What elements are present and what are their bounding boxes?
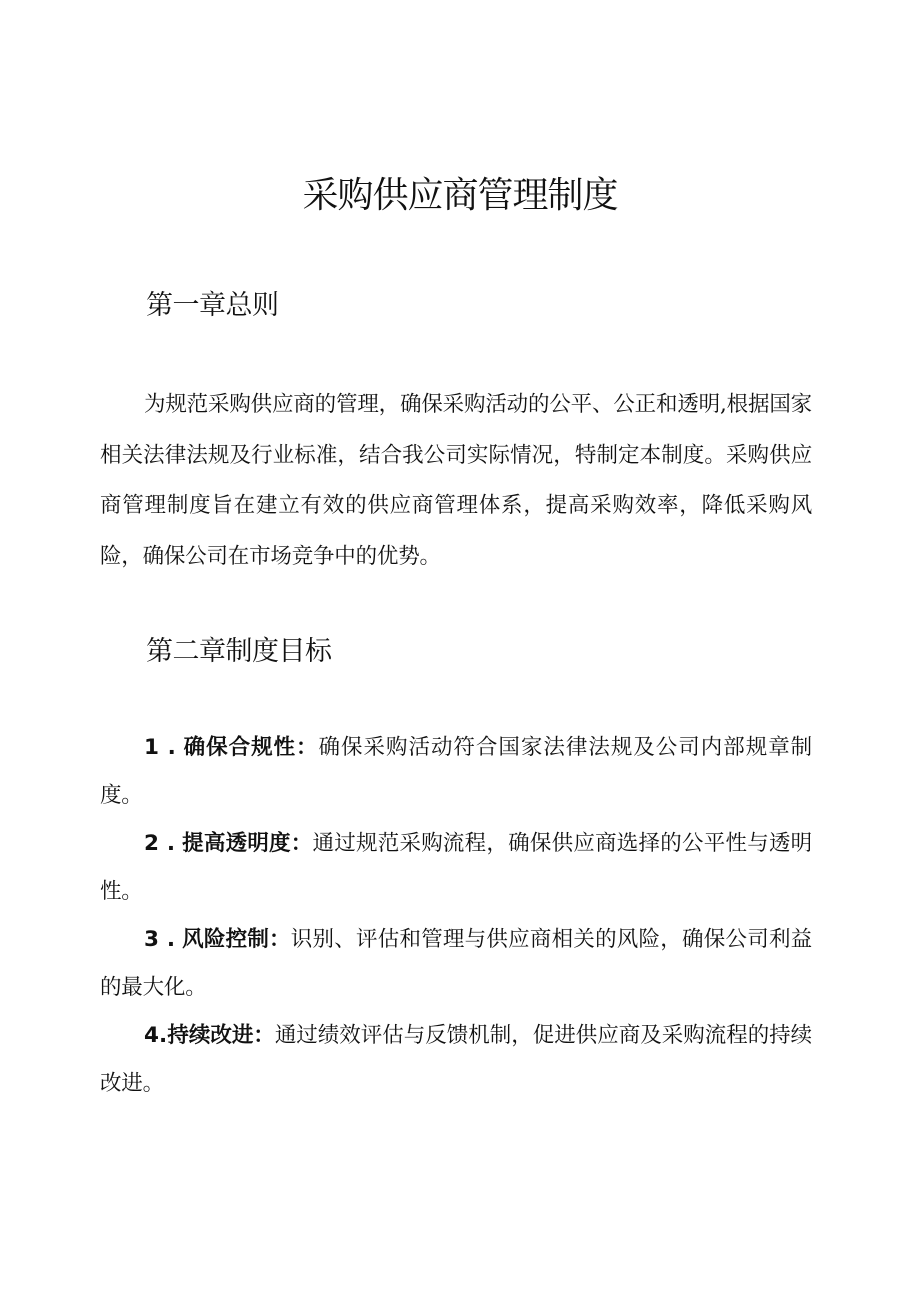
- goal-number: 1 .: [144, 735, 176, 760]
- goal-name: 提高透明度：: [182, 831, 313, 856]
- chapter-2-heading: 第二章制度目标: [146, 636, 332, 667]
- goal-name: 风险控制：: [182, 927, 291, 952]
- goal-item-1: [100, 724, 812, 820]
- chapter-1-paragraph: 为规范采购供应商的管理，确保采购活动的公平、公正和透明,根据国家相关法律法规及行业标准，结合我公司实际情况，特制定本制度。采购供应商管理制度旨在建立有效的供应商管理体系，提高采购效率，降低采购风险，确保公司在市场竞争中的优势。: [100, 392, 812, 569]
- document-title: 采购供应商管理制度: [302, 175, 618, 216]
- goal-item-3: [100, 916, 812, 1012]
- goal-text: 通过绩效评估与反馈机制，促进供应商及采购流程的持续改进。: [100, 1023, 812, 1096]
- goal-name: 持续改进：: [167, 1023, 275, 1048]
- goal-name: 确保合规性：: [183, 735, 319, 760]
- chapter-1-heading: 第一章总则: [146, 290, 279, 321]
- goal-text: 通过规范采购流程，确保供应商选择的公平性与透明性。: [100, 831, 812, 904]
- goal-item-4: [100, 1012, 812, 1108]
- goal-number: 4.: [144, 1023, 168, 1048]
- goal-number: 2 .: [144, 831, 176, 856]
- goal-text: 确保采购活动符合国家法律法规及公司内部规章制度。: [100, 735, 812, 808]
- goal-item-2: [100, 820, 812, 916]
- goal-number: 3 .: [144, 927, 176, 952]
- goal-text: 识别、评估和管理与供应商相关的风险，确保公司利益的最大化。: [100, 927, 812, 1000]
